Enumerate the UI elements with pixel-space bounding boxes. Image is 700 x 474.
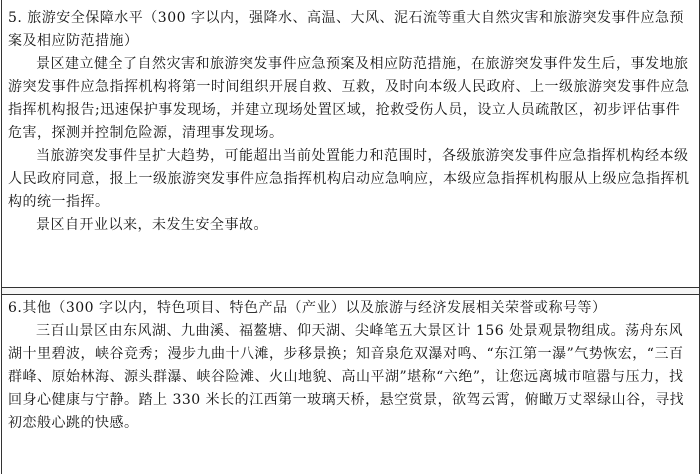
section-safety xyxy=(2,0,699,288)
paragraph: 景区建立健全了自然灾害和旅游突发事件应急预案及相应防范措施，在旅游突发事件发生后，事发地旅游突发事件应急指挥机构将第一时间组织开展自救、互救，及时向本级人民政府、上一级旅游突发事件应急指挥机构报告;迅速保护事发现场，并建立现场处置区域，抢救受伤人员，设立人员疏散区，初步评估事件危害，探测并控制危险源，清理事发现场。 xyxy=(8,56,690,141)
section-body xyxy=(8,53,691,237)
section-other xyxy=(2,294,699,474)
paragraph: 三百山景区由东风湖、九曲溪、福鳌塘、仰天湖、尖峰笔五大景区计 156 处景观景物组成。荡舟东风湖十里碧波，峡谷竞秀；漫步九曲十八滩，步移景换；知音泉危双瀑对鸣、“东江第一瀑”气势恢宏，“三百群峰、原始林海、源头群瀑、峡谷险滩、火山地貌、高山平湖”堪称“六绝”，让您远离城市喧嚣与压力，找回身心健康与宁静。踏上 330 米长的江西第一玻璃天桥，悬空赏景，欲驾云霄，俯瞰万丈翠绿山谷，寻找初恋般心跳的快感。 xyxy=(8,323,685,431)
form-table xyxy=(1,0,700,474)
section-body xyxy=(8,320,691,435)
paragraph: 景区自开业以来，未发生安全事故。 xyxy=(36,217,268,233)
paragraph: 当旅游突发事件呈扩大趋势，可能超出当前处置能力和范围时，各级旅游突发事件应急指挥机构经本级人民政府同意，报上一级旅游突发事件应急指挥机构启动应急响应，本级应急指挥机构服从上级应急指挥机构的统一指挥。 xyxy=(8,148,690,210)
section-heading: 5. 旅游安全保障水平（300 字以内，强降水、高温、大风、泥石流等重大自然灾害和旅游突发事件应急预案及相应防范措施） xyxy=(8,10,684,49)
section-heading: 6.其他（300 字以内，特色项目、特色产品（产业）以及旅游与经济发展相关荣誉或称号等） xyxy=(8,300,607,316)
